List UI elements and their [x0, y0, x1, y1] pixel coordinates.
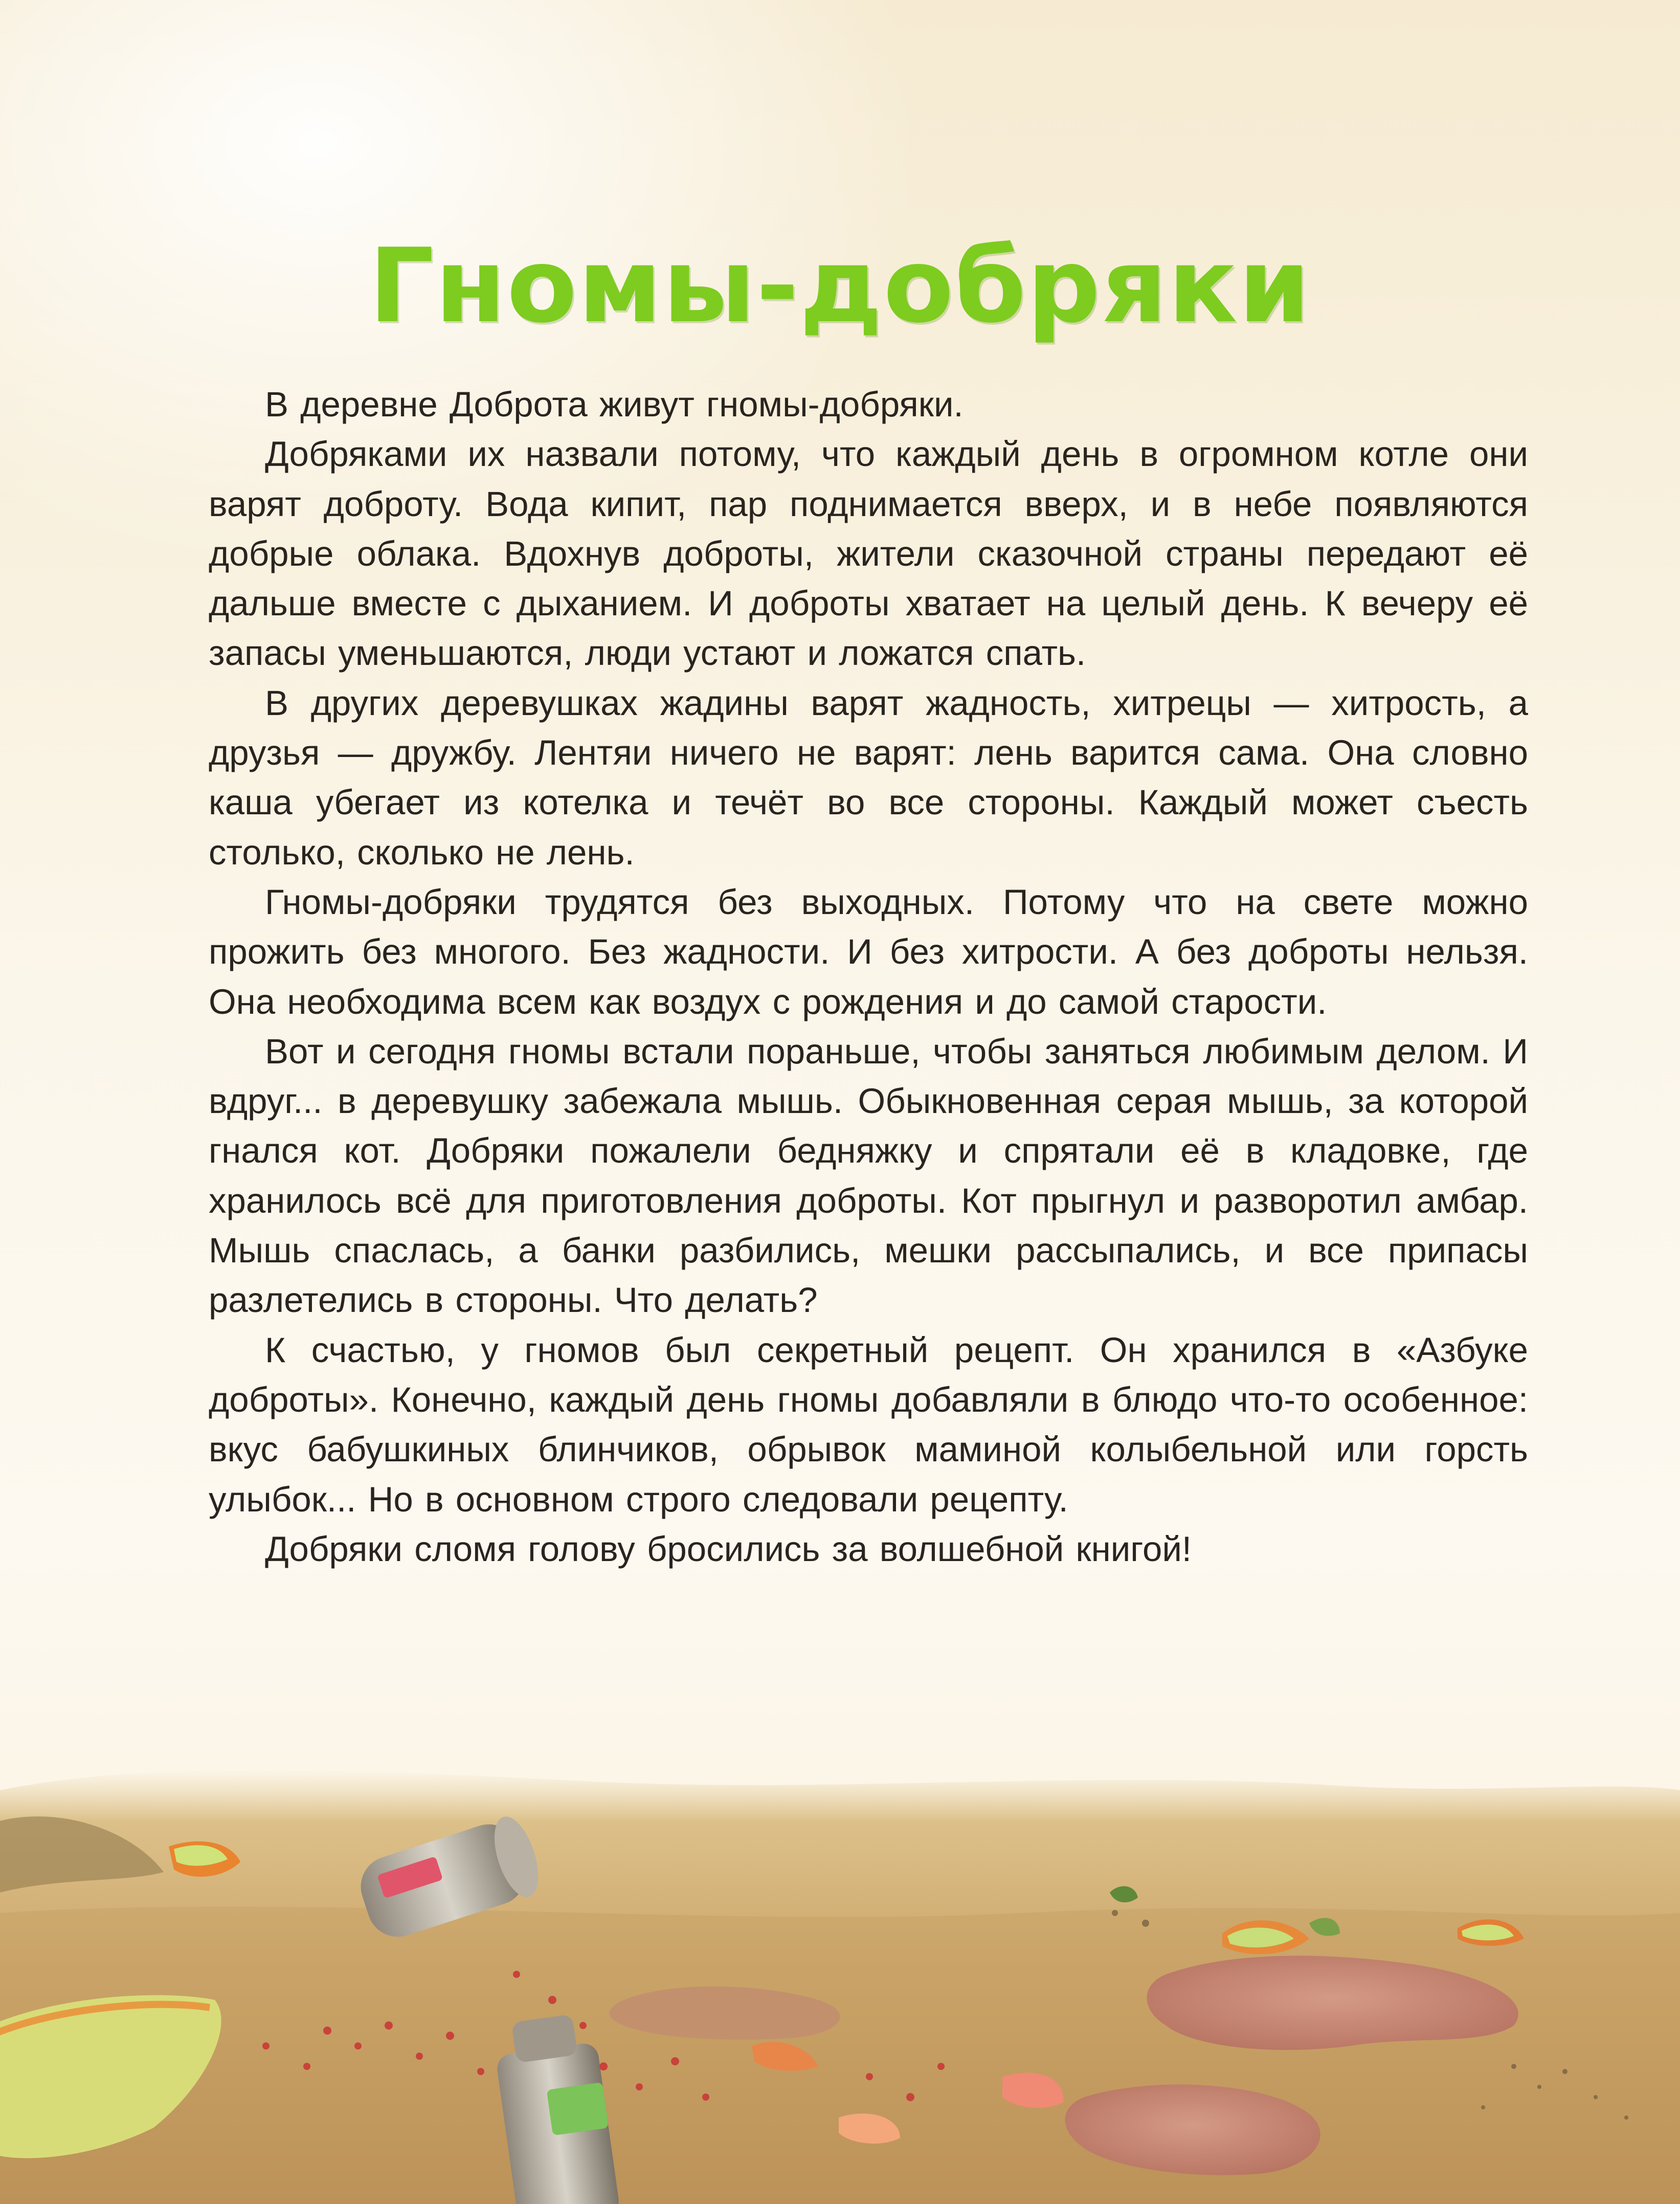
paragraph-7: Добряки сломя голову бросились за волшебной книгой! [265, 1529, 1192, 1569]
paragraph-3: В других деревушках жадины варят жадность, хитрецы — хитрость, а друзья — дружбу. Лентяи ничего не варят: лень варится сама. Она словно каша убегает из котелка и течёт во все стороны. Каждый может съесть столько, сколько не лень. [209, 683, 1528, 872]
paragraph-2: Добряками их назвали потому, что каждый день в огромном котле они варят доброту. Вода кипит, пар поднимается вверх, и в небе появляются добрые облака. Вдохнув доброты, жители сказочной страны передают её дальше вместе с дыханием. И доброты хватает на целый день. К вечеру её запасы уменьшаются, люди устают и ложатся спать. [209, 434, 1528, 673]
paragraph-1: В деревне Доброта живут гномы-добряки. [265, 385, 964, 424]
paragraph-6: К счастью, у гномов был секретный рецепт. Он хранился в «Азбуке доброты». Конечно, каждый день гномы добавляли в блюдо что-то особенное: вкус бабушкиных блинчиков, обрывок маминой колыбельной или горсть улыбок... Но в основном строго следовали рецепту. [209, 1330, 1528, 1519]
paragraph-4: Гномы-добряки трудятся без выходных. Потому что на свете можно прожить без многого. Без жадности. И без хитрости. А без доброты нельзя. Она необходима всем как воздух с рождения и до самой старости. [209, 882, 1528, 1021]
story-text [209, 380, 1528, 1574]
page-title: Гномы-добряки [369, 227, 1311, 346]
spilled-pantry-illustration [0, 1760, 1680, 2204]
paragraph-5: Вот и сегодня гномы встали пораньше, чтобы заняться любимым делом. И вдруг... в деревушку забежала мышь. Обыкновенная серая мышь, за которой гнался кот. Добряки пожалели бедняжку и спрятали её в кладовке, где хранилось всё для приготовления доброты. Кот прыгнул и разворотил амбар. Мышь спаслась, а банки разбились, мешки рассыпались, и все припасы разлетелись в стороны. Что делать? [209, 1031, 1528, 1320]
